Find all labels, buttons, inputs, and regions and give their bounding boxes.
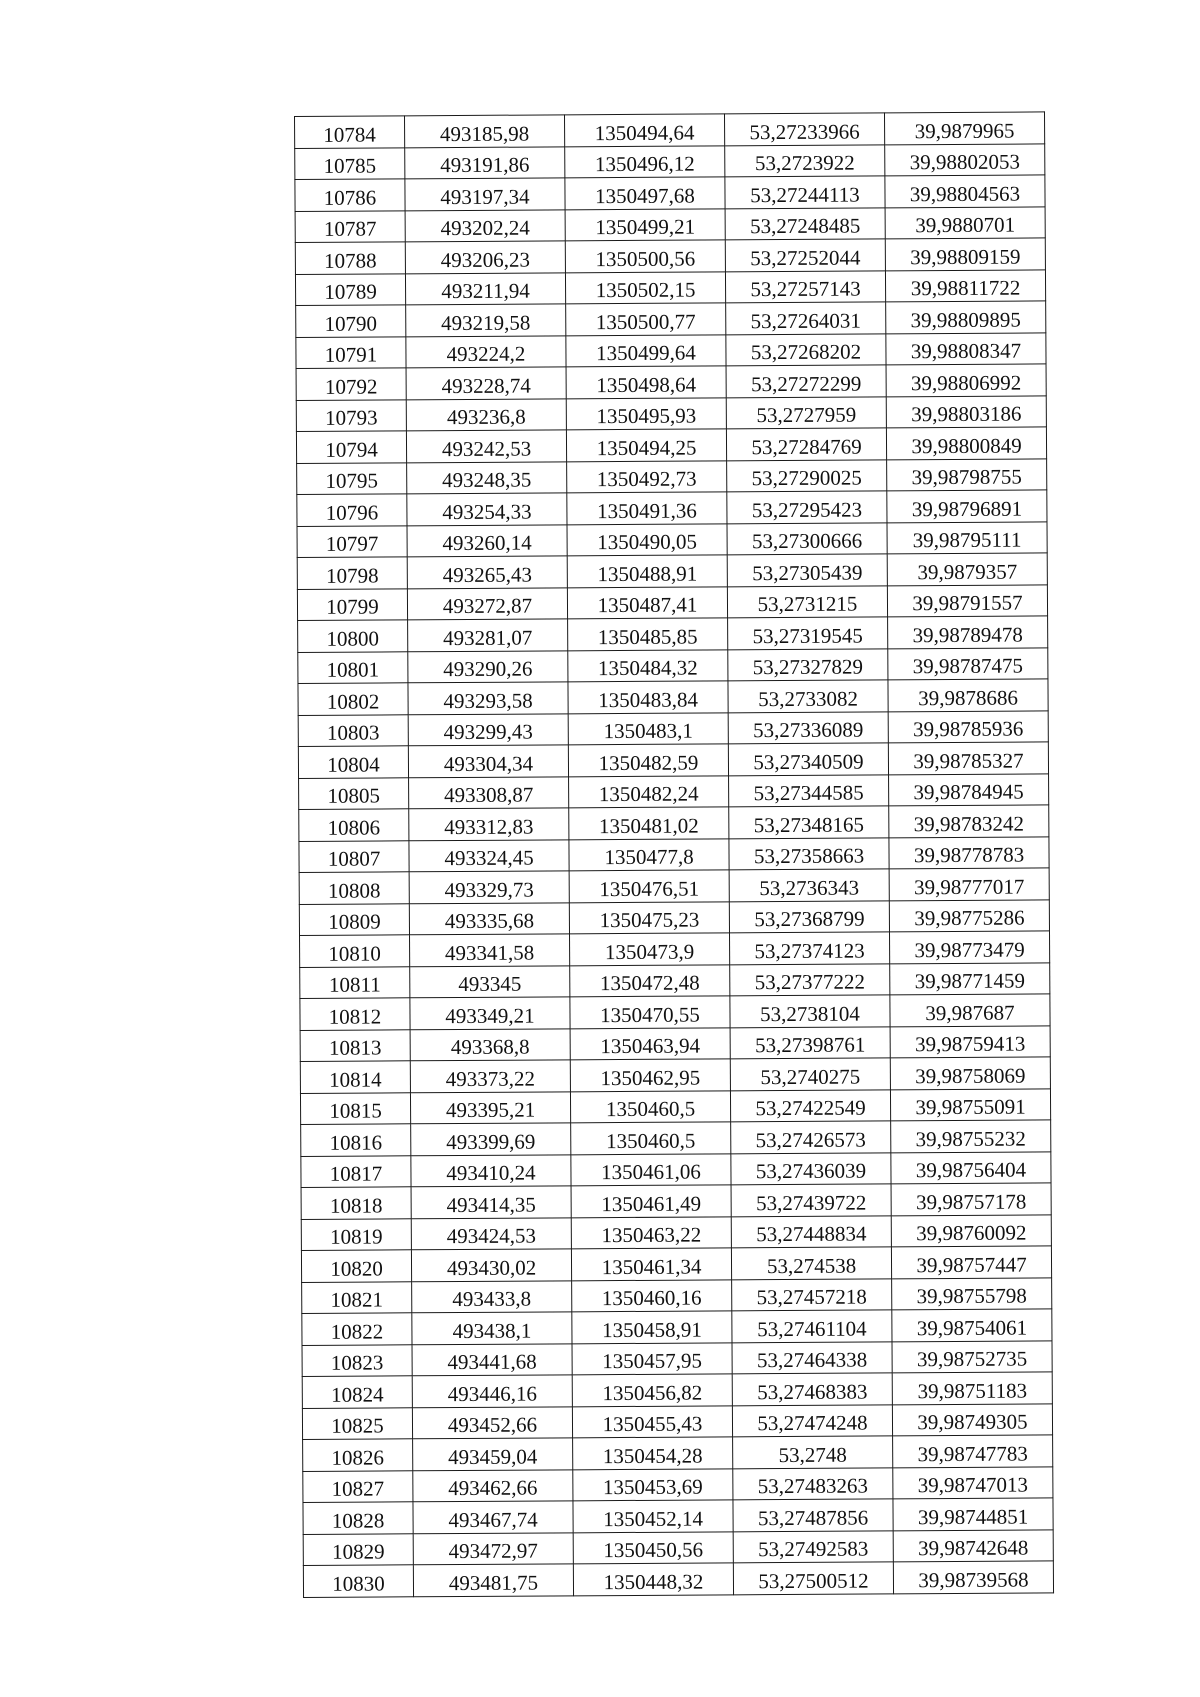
- table-row: [303, 1529, 1053, 1565]
- y-coordinate-cell: 1350472,48: [570, 964, 730, 996]
- latitude-cell: 53,27377222: [730, 963, 890, 995]
- y-coordinate-cell: 1350473,9: [570, 933, 730, 965]
- longitude-cell: 39,98755798: [892, 1277, 1052, 1309]
- x-coordinate-cell: 493254,33: [407, 493, 567, 525]
- x-coordinate-cell: 493472,97: [413, 1532, 573, 1564]
- point-number-cell: 10810: [300, 935, 410, 967]
- y-coordinate-cell: 1350481,02: [569, 807, 729, 839]
- x-coordinate-cell: 493368,8: [410, 1028, 570, 1060]
- latitude-cell: 53,27487856: [733, 1499, 893, 1531]
- point-number-cell: 10807: [299, 840, 409, 872]
- longitude-cell: 39,98791557: [887, 584, 1047, 616]
- y-coordinate-cell: 1350502,15: [565, 271, 725, 303]
- point-number-cell: 10824: [302, 1376, 412, 1408]
- table-row: [297, 521, 1047, 557]
- y-coordinate-cell: 1350456,82: [572, 1374, 732, 1406]
- latitude-cell: 53,2727959: [726, 396, 886, 428]
- latitude-cell: 53,2738104: [730, 995, 890, 1027]
- table-row: [300, 994, 1050, 1030]
- latitude-cell: 53,27233966: [724, 113, 884, 145]
- point-number-cell: 10805: [299, 777, 409, 809]
- point-number-cell: 10803: [298, 714, 408, 746]
- latitude-cell: 53,27327829: [728, 648, 888, 680]
- longitude-cell: 39,9878686: [888, 679, 1048, 711]
- x-coordinate-cell: 493430,02: [411, 1249, 571, 1281]
- x-coordinate-cell: 493395,21: [410, 1091, 570, 1123]
- table-row: [298, 710, 1048, 746]
- longitude-cell: 39,98747013: [893, 1466, 1053, 1498]
- x-coordinate-cell: 493399,69: [411, 1123, 571, 1155]
- longitude-cell: 39,98783242: [889, 805, 1049, 837]
- point-number-cell: 10829: [303, 1533, 413, 1565]
- x-coordinate-cell: 493272,87: [407, 587, 567, 619]
- y-coordinate-cell: 1350461,34: [571, 1248, 731, 1280]
- latitude-cell: 53,2733082: [728, 680, 888, 712]
- point-number-cell: 10796: [297, 494, 407, 526]
- point-number-cell: 10814: [300, 1061, 410, 1093]
- x-coordinate-cell: 493304,34: [408, 745, 568, 777]
- table-row: [299, 868, 1049, 904]
- table-row: [303, 1498, 1053, 1534]
- x-coordinate-cell: 493349,21: [410, 997, 570, 1029]
- x-coordinate-cell: 493281,07: [408, 619, 568, 651]
- y-coordinate-cell: 1350454,28: [573, 1437, 733, 1469]
- x-coordinate-cell: 493459,04: [413, 1438, 573, 1470]
- longitude-cell: 39,9879965: [884, 112, 1044, 144]
- longitude-cell: 39,98760092: [891, 1214, 1051, 1246]
- point-number-cell: 10799: [297, 588, 407, 620]
- latitude-cell: 53,27483263: [733, 1467, 893, 1499]
- y-coordinate-cell: 1350490,05: [567, 523, 727, 555]
- latitude-cell: 53,27295423: [727, 491, 887, 523]
- y-coordinate-cell: 1350484,32: [568, 649, 728, 681]
- y-coordinate-cell: 1350483,84: [568, 681, 728, 713]
- latitude-cell: 53,27426573: [731, 1121, 891, 1153]
- latitude-cell: 53,27319545: [728, 617, 888, 649]
- point-number-cell: 10786: [295, 179, 405, 211]
- y-coordinate-cell: 1350476,51: [569, 870, 729, 902]
- longitude-cell: 39,98755091: [890, 1088, 1050, 1120]
- table-row: [297, 458, 1047, 494]
- latitude-cell: 53,27290025: [727, 459, 887, 491]
- table-row: [297, 584, 1047, 620]
- table-row: [301, 1120, 1051, 1156]
- y-coordinate-cell: 1350455,43: [572, 1405, 732, 1437]
- table-row: [301, 1246, 1051, 1282]
- longitude-cell: 39,98778783: [889, 836, 1049, 868]
- x-coordinate-cell: 493345: [410, 965, 570, 997]
- table-row: [295, 175, 1045, 211]
- latitude-cell: 53,27336089: [728, 711, 888, 743]
- x-coordinate-cell: 493441,68: [412, 1343, 572, 1375]
- table-row: [302, 1403, 1052, 1439]
- table-row: [296, 332, 1046, 368]
- x-coordinate-cell: 493248,35: [407, 461, 567, 493]
- y-coordinate-cell: 1350485,85: [568, 618, 728, 650]
- latitude-cell: 53,27340509: [728, 743, 888, 775]
- latitude-cell: 53,27244113: [725, 176, 885, 208]
- coordinates-table-body: [295, 112, 1054, 1597]
- longitude-cell: 39,98796891: [887, 490, 1047, 522]
- table-row: [298, 616, 1048, 652]
- point-number-cell: 10787: [295, 210, 405, 242]
- latitude-cell: 53,27358663: [729, 837, 889, 869]
- x-coordinate-cell: 493236,8: [406, 398, 566, 430]
- x-coordinate-cell: 493202,24: [405, 209, 565, 241]
- y-coordinate-cell: 1350488,91: [567, 555, 727, 587]
- latitude-cell: 53,2748: [733, 1436, 893, 1468]
- longitude-cell: 39,98752735: [892, 1340, 1052, 1372]
- table-row: [298, 647, 1048, 683]
- longitude-cell: 39,98809159: [885, 238, 1045, 270]
- table-row: [299, 773, 1049, 809]
- x-coordinate-cell: 493211,94: [405, 272, 565, 304]
- point-number-cell: 10806: [299, 809, 409, 841]
- latitude-cell: 53,27461104: [732, 1310, 892, 1342]
- point-number-cell: 10820: [301, 1250, 411, 1282]
- y-coordinate-cell: 1350475,23: [569, 901, 729, 933]
- longitude-cell: 39,98756404: [891, 1151, 1051, 1183]
- table-row: [298, 742, 1048, 778]
- latitude-cell: 53,27422549: [730, 1089, 890, 1121]
- longitude-cell: 39,98811722: [885, 269, 1045, 301]
- longitude-cell: 39,98777017: [889, 868, 1049, 900]
- point-number-cell: 10793: [296, 399, 406, 431]
- point-number-cell: 10795: [297, 462, 407, 494]
- y-coordinate-cell: 1350496,12: [565, 145, 725, 177]
- y-coordinate-cell: 1350492,73: [567, 460, 727, 492]
- latitude-cell: 53,27248485: [725, 207, 885, 239]
- y-coordinate-cell: 1350497,68: [565, 177, 725, 209]
- point-number-cell: 10802: [298, 683, 408, 715]
- x-coordinate-cell: 493481,75: [413, 1564, 573, 1596]
- y-coordinate-cell: 1350463,22: [571, 1216, 731, 1248]
- longitude-cell: 39,98784945: [889, 773, 1049, 805]
- y-coordinate-cell: 1350462,95: [570, 1059, 730, 1091]
- point-number-cell: 10826: [303, 1439, 413, 1471]
- latitude-cell: 53,2740275: [730, 1058, 890, 1090]
- latitude-cell: 53,27264031: [726, 302, 886, 334]
- longitude-cell: 39,98785327: [888, 742, 1048, 774]
- table-row: [303, 1435, 1053, 1471]
- table-row: [295, 112, 1045, 148]
- table-row: [295, 143, 1045, 179]
- y-coordinate-cell: 1350500,56: [565, 240, 725, 272]
- point-number-cell: 10817: [301, 1155, 411, 1187]
- y-coordinate-cell: 1350500,77: [566, 303, 726, 335]
- table-row: [297, 553, 1047, 589]
- latitude-cell: 53,27348165: [729, 806, 889, 838]
- point-number-cell: 10816: [301, 1124, 411, 1156]
- longitude-cell: 39,98749305: [892, 1403, 1052, 1435]
- x-coordinate-cell: 493197,34: [405, 178, 565, 210]
- point-number-cell: 10798: [297, 557, 407, 589]
- latitude-cell: 53,27436039: [731, 1152, 891, 1184]
- longitude-cell: 39,98785936: [888, 710, 1048, 742]
- x-coordinate-cell: 493260,14: [407, 524, 567, 556]
- y-coordinate-cell: 1350494,25: [566, 429, 726, 461]
- x-coordinate-cell: 493312,83: [409, 808, 569, 840]
- longitude-cell: 39,98800849: [886, 427, 1046, 459]
- y-coordinate-cell: 1350448,32: [573, 1563, 733, 1595]
- table-row: [295, 238, 1045, 274]
- table-row: [300, 1025, 1050, 1061]
- latitude-cell: 53,2731215: [727, 585, 887, 617]
- x-coordinate-cell: 493228,74: [406, 367, 566, 399]
- longitude-cell: 39,987687: [890, 994, 1050, 1026]
- longitude-cell: 39,98757447: [891, 1246, 1051, 1278]
- table-row: [302, 1372, 1052, 1408]
- latitude-cell: 53,27257143: [725, 270, 885, 302]
- latitude-cell: 53,274538: [731, 1247, 891, 1279]
- x-coordinate-cell: 493293,58: [408, 682, 568, 714]
- longitude-cell: 39,98803186: [886, 395, 1046, 427]
- x-coordinate-cell: 493299,43: [408, 713, 568, 745]
- latitude-cell: 53,27468383: [732, 1373, 892, 1405]
- point-number-cell: 10830: [303, 1565, 413, 1597]
- y-coordinate-cell: 1350460,5: [570, 1090, 730, 1122]
- table-row: [300, 1057, 1050, 1093]
- latitude-cell: 53,27439722: [731, 1184, 891, 1216]
- point-number-cell: 10809: [299, 903, 409, 935]
- point-number-cell: 10825: [302, 1407, 412, 1439]
- x-coordinate-cell: 493219,58: [406, 304, 566, 336]
- latitude-cell: 53,27398761: [730, 1026, 890, 1058]
- longitude-cell: 39,98757178: [891, 1183, 1051, 1215]
- y-coordinate-cell: 1350453,69: [573, 1468, 733, 1500]
- point-number-cell: 10819: [301, 1218, 411, 1250]
- x-coordinate-cell: 493290,26: [408, 650, 568, 682]
- longitude-cell: 39,9879357: [887, 553, 1047, 585]
- latitude-cell: 53,27252044: [725, 239, 885, 271]
- y-coordinate-cell: 1350460,5: [571, 1122, 731, 1154]
- latitude-cell: 53,27464338: [732, 1341, 892, 1373]
- y-coordinate-cell: 1350461,06: [571, 1153, 731, 1185]
- point-number-cell: 10828: [303, 1502, 413, 1534]
- longitude-cell: 39,98773479: [889, 931, 1049, 963]
- point-number-cell: 10788: [295, 242, 405, 274]
- x-coordinate-cell: 493467,74: [413, 1501, 573, 1533]
- x-coordinate-cell: 493462,66: [413, 1469, 573, 1501]
- y-coordinate-cell: 1350483,1: [568, 712, 728, 744]
- y-coordinate-cell: 1350477,8: [569, 838, 729, 870]
- longitude-cell: 39,98795111: [887, 521, 1047, 553]
- table-row: [299, 805, 1049, 841]
- table-row: [297, 490, 1047, 526]
- longitude-cell: 39,98789478: [888, 616, 1048, 648]
- latitude-cell: 53,2736343: [729, 869, 889, 901]
- point-number-cell: 10792: [296, 368, 406, 400]
- x-coordinate-cell: 493185,98: [405, 115, 565, 147]
- x-coordinate-cell: 493452,66: [412, 1406, 572, 1438]
- longitude-cell: 39,98787475: [888, 647, 1048, 679]
- latitude-cell: 53,27268202: [726, 333, 886, 365]
- y-coordinate-cell: 1350460,16: [572, 1279, 732, 1311]
- point-number-cell: 10800: [298, 620, 408, 652]
- longitude-cell: 39,98754061: [892, 1309, 1052, 1341]
- longitude-cell: 39,98798755: [887, 458, 1047, 490]
- table-row: [300, 931, 1050, 967]
- longitude-cell: 39,98755232: [891, 1120, 1051, 1152]
- x-coordinate-cell: 493414,35: [411, 1186, 571, 1218]
- y-coordinate-cell: 1350452,14: [573, 1500, 733, 1532]
- table-row: [301, 1151, 1051, 1187]
- longitude-cell: 39,98751183: [892, 1372, 1052, 1404]
- point-number-cell: 10797: [297, 525, 407, 557]
- longitude-cell: 39,98758069: [890, 1057, 1050, 1089]
- point-number-cell: 10790: [296, 305, 406, 337]
- y-coordinate-cell: 1350450,56: [573, 1531, 733, 1563]
- y-coordinate-cell: 1350457,95: [572, 1342, 732, 1374]
- latitude-cell: 53,27272299: [726, 365, 886, 397]
- point-number-cell: 10822: [302, 1313, 412, 1345]
- table-row: [296, 364, 1046, 400]
- table-row: [303, 1466, 1053, 1502]
- point-number-cell: 10801: [298, 651, 408, 683]
- point-number-cell: 10784: [295, 116, 405, 148]
- latitude-cell: 53,27344585: [729, 774, 889, 806]
- latitude-cell: 53,27374123: [729, 932, 889, 964]
- x-coordinate-cell: 493224,2: [406, 335, 566, 367]
- table-row: [300, 962, 1050, 998]
- longitude-cell: 39,98747783: [893, 1435, 1053, 1467]
- x-coordinate-cell: 493191,86: [405, 146, 565, 178]
- latitude-cell: 53,27474248: [732, 1404, 892, 1436]
- point-number-cell: 10811: [300, 966, 410, 998]
- latitude-cell: 53,27300666: [727, 522, 887, 554]
- x-coordinate-cell: 493433,8: [412, 1280, 572, 1312]
- latitude-cell: 53,27492583: [733, 1530, 893, 1562]
- table-row: [301, 1214, 1051, 1250]
- y-coordinate-cell: 1350498,64: [566, 366, 726, 398]
- x-coordinate-cell: 493341,58: [410, 934, 570, 966]
- table-row: [300, 1088, 1050, 1124]
- table-row: [301, 1183, 1051, 1219]
- longitude-cell: 39,98744851: [893, 1498, 1053, 1530]
- point-number-cell: 10804: [298, 746, 408, 778]
- x-coordinate-cell: 493424,53: [411, 1217, 571, 1249]
- longitude-cell: 39,98771459: [890, 962, 1050, 994]
- table-row: [303, 1561, 1053, 1597]
- coordinates-table: [294, 111, 1054, 1597]
- longitude-cell: 39,9880701: [885, 206, 1045, 238]
- y-coordinate-cell: 1350495,93: [566, 397, 726, 429]
- y-coordinate-cell: 1350491,36: [567, 492, 727, 524]
- longitude-cell: 39,98802053: [885, 143, 1045, 175]
- point-number-cell: 10808: [299, 872, 409, 904]
- y-coordinate-cell: 1350499,64: [566, 334, 726, 366]
- latitude-cell: 53,2723922: [725, 144, 885, 176]
- longitude-cell: 39,98806992: [886, 364, 1046, 396]
- latitude-cell: 53,27368799: [729, 900, 889, 932]
- y-coordinate-cell: 1350458,91: [572, 1311, 732, 1343]
- latitude-cell: 53,27305439: [727, 554, 887, 586]
- y-coordinate-cell: 1350482,24: [569, 775, 729, 807]
- x-coordinate-cell: 493438,1: [412, 1312, 572, 1344]
- y-coordinate-cell: 1350482,59: [568, 744, 728, 776]
- y-coordinate-cell: 1350461,49: [571, 1185, 731, 1217]
- point-number-cell: 10813: [300, 1029, 410, 1061]
- table-row: [298, 679, 1048, 715]
- point-number-cell: 10821: [302, 1281, 412, 1313]
- point-number-cell: 10812: [300, 998, 410, 1030]
- longitude-cell: 39,98804563: [885, 175, 1045, 207]
- table-row: [296, 395, 1046, 431]
- longitude-cell: 39,98808347: [886, 332, 1046, 364]
- longitude-cell: 39,98739568: [893, 1561, 1053, 1593]
- x-coordinate-cell: 493308,87: [409, 776, 569, 808]
- x-coordinate-cell: 493242,53: [406, 430, 566, 462]
- y-coordinate-cell: 1350494,64: [564, 114, 724, 146]
- y-coordinate-cell: 1350470,55: [570, 996, 730, 1028]
- point-number-cell: 10823: [302, 1344, 412, 1376]
- x-coordinate-cell: 493324,45: [409, 839, 569, 871]
- point-number-cell: 10785: [295, 147, 405, 179]
- latitude-cell: 53,27500512: [733, 1562, 893, 1594]
- table-row: [299, 836, 1049, 872]
- point-number-cell: 10818: [301, 1187, 411, 1219]
- table-row: [296, 301, 1046, 337]
- latitude-cell: 53,27457218: [732, 1278, 892, 1310]
- x-coordinate-cell: 493206,23: [405, 241, 565, 273]
- longitude-cell: 39,98759413: [890, 1025, 1050, 1057]
- x-coordinate-cell: 493335,68: [409, 902, 569, 934]
- y-coordinate-cell: 1350487,41: [567, 586, 727, 618]
- table-row: [299, 899, 1049, 935]
- point-number-cell: 10789: [295, 273, 405, 305]
- point-number-cell: 10827: [303, 1470, 413, 1502]
- y-coordinate-cell: 1350499,21: [565, 208, 725, 240]
- table-row: [295, 269, 1045, 305]
- y-coordinate-cell: 1350463,94: [570, 1027, 730, 1059]
- table-row: [302, 1309, 1052, 1345]
- table-row: [302, 1340, 1052, 1376]
- latitude-cell: 53,27284769: [726, 428, 886, 460]
- x-coordinate-cell: 493373,22: [410, 1060, 570, 1092]
- table-row: [295, 206, 1045, 242]
- table-row: [296, 427, 1046, 463]
- x-coordinate-cell: 493265,43: [407, 556, 567, 588]
- table-row: [302, 1277, 1052, 1313]
- point-number-cell: 10815: [300, 1092, 410, 1124]
- x-coordinate-cell: 493446,16: [412, 1375, 572, 1407]
- latitude-cell: 53,27448834: [731, 1215, 891, 1247]
- longitude-cell: 39,98775286: [889, 899, 1049, 931]
- point-number-cell: 10791: [296, 336, 406, 368]
- x-coordinate-cell: 493410,24: [411, 1154, 571, 1186]
- point-number-cell: 10794: [296, 431, 406, 463]
- longitude-cell: 39,98742648: [893, 1529, 1053, 1561]
- x-coordinate-cell: 493329,73: [409, 871, 569, 903]
- longitude-cell: 39,98809895: [886, 301, 1046, 333]
